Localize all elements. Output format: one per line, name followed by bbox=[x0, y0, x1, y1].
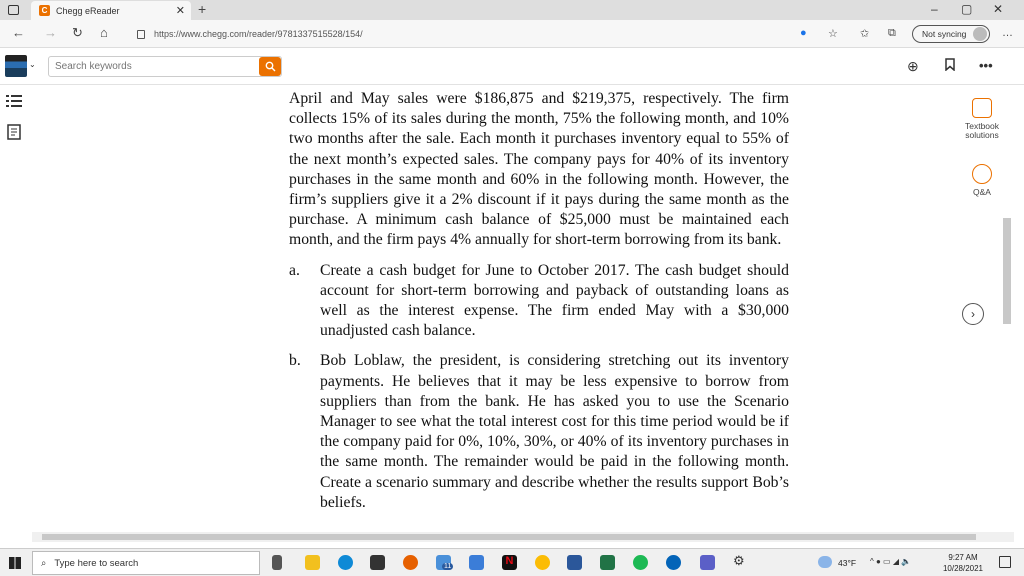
solutions-icon bbox=[972, 98, 992, 118]
window-menu-icon[interactable] bbox=[8, 5, 19, 15]
settings-icon[interactable]: ⚙ bbox=[733, 553, 745, 568]
item-text: Create a cash budget for June to October 2017. The cash budget should account for short-term borrowing and payback of outstanding loans as well as the interest expense. The firm ended May with a $30,000 unadjusted cash balance. bbox=[320, 261, 789, 340]
notification-icon[interactable] bbox=[999, 556, 1011, 568]
more-icon[interactable]: … bbox=[1002, 27, 1013, 39]
item-label: a. bbox=[289, 261, 300, 279]
search-input[interactable] bbox=[48, 56, 282, 77]
textbook-solutions-label: Textbook solutions bbox=[964, 121, 1000, 140]
url-text: https://www.chegg.com/reader/9781337515528/154/ bbox=[154, 29, 363, 39]
list-item bbox=[289, 351, 789, 513]
reader-toolbar bbox=[0, 48, 1024, 85]
word-icon[interactable] bbox=[567, 555, 582, 570]
extension-icon[interactable]: ● bbox=[800, 27, 807, 39]
vertical-scrollbar[interactable] bbox=[1003, 218, 1011, 324]
firefox-icon[interactable] bbox=[403, 555, 418, 570]
collections-icon[interactable]: ⧉ bbox=[888, 27, 896, 39]
clock[interactable] bbox=[940, 552, 986, 574]
netflix-icon[interactable]: N bbox=[502, 555, 517, 570]
item-text: Bob Loblaw, the president, is considering stretching out its inventory payments. He believes that it may be less expensive to borrow from suppliers than from the bank. He has asked you to use the Scenario Manager to see what the total interest cost for this time period would be if the company paid for 0%, 10%, 30%, or 40% of its inventory purchases in the same month. The remainder would be paid in the following month. Create a scenario summary and describe whether the results support Bob’s beliefs. bbox=[320, 352, 789, 511]
minimize-icon[interactable]: – bbox=[931, 2, 938, 16]
reader-page bbox=[289, 89, 789, 523]
problem-paragraph: April and May sales were $186,875 and $219,375, respectively. The firm collects 15% of its sales during the month, 75% the following month, and 10% two months after the sale. Each month it purchases inventory equal to 55% of the next month’s expected sales. The company pays for 40% of its inventory purchases in the same month and 60% in the following month. However, the firm’s suppliers give it a 2% discount if it pays during the same month as the purchase. A minimum cash balance of $25,000 must be maintained each month, and the firm pays 4% annually for short-term borrowing from its bank. bbox=[289, 90, 789, 249]
windows-start-icon[interactable] bbox=[9, 557, 21, 569]
refresh-icon[interactable]: ↻ bbox=[72, 25, 83, 40]
chegg-favicon-icon: C bbox=[39, 5, 50, 16]
more-options-icon[interactable]: ••• bbox=[979, 58, 993, 73]
excel-icon[interactable] bbox=[600, 555, 615, 570]
close-tab-icon[interactable]: ✕ bbox=[175, 5, 185, 17]
publisher-icon[interactable] bbox=[469, 555, 484, 570]
qa-button[interactable] bbox=[950, 164, 1014, 197]
teams-icon[interactable] bbox=[700, 555, 715, 570]
tab-bar bbox=[0, 0, 1024, 20]
home-icon[interactable]: ⌂ bbox=[100, 25, 108, 40]
profile-sync-button[interactable] bbox=[912, 25, 990, 43]
system-tray-icons[interactable]: ^ ● ▭ ◢ 🔈 bbox=[870, 557, 912, 566]
url-field[interactable] bbox=[131, 24, 781, 44]
weather-icon bbox=[818, 556, 832, 568]
onedrive-icon[interactable] bbox=[666, 555, 681, 570]
next-page-button[interactable]: › bbox=[962, 303, 984, 325]
clock-time: 9:27 AM bbox=[948, 553, 978, 562]
address-bar bbox=[0, 20, 1024, 48]
search-icon bbox=[265, 61, 276, 72]
store-icon[interactable] bbox=[370, 555, 385, 570]
notebook-icon[interactable] bbox=[6, 124, 22, 140]
favorites-icon[interactable]: ✩ bbox=[860, 28, 870, 40]
search-icon: ⌕ bbox=[41, 557, 47, 569]
chrome-icon[interactable] bbox=[535, 555, 550, 570]
file-explorer-icon[interactable] bbox=[305, 555, 320, 570]
close-window-icon[interactable]: ✕ bbox=[993, 2, 1004, 16]
restore-icon[interactable]: ▢ bbox=[961, 2, 973, 16]
horizontal-scroll-thumb[interactable] bbox=[42, 534, 976, 540]
textbook-solutions-button[interactable] bbox=[950, 98, 1014, 140]
taskbar-search-input[interactable] bbox=[32, 551, 260, 575]
sync-label: Not syncing bbox=[922, 29, 967, 39]
book-cover-thumbnail[interactable] bbox=[5, 55, 27, 77]
edge-icon[interactable] bbox=[338, 555, 353, 570]
forward-icon[interactable]: → bbox=[44, 25, 57, 40]
tab-chegg-ereader[interactable] bbox=[31, 1, 191, 20]
new-tab-icon[interactable]: + bbox=[198, 1, 207, 17]
bookmark-icon[interactable] bbox=[945, 58, 955, 74]
tab-title: Chegg eReader bbox=[56, 5, 120, 16]
spotify-icon[interactable] bbox=[633, 555, 648, 570]
clock-date: 10/28/2021 bbox=[942, 564, 984, 573]
list-item bbox=[289, 261, 789, 342]
zoom-icon[interactable]: ⊕ bbox=[907, 58, 919, 74]
weather-temp[interactable]: 43°F bbox=[838, 558, 857, 568]
item-label: b. bbox=[289, 352, 301, 370]
favorites-add-icon[interactable]: ☆ bbox=[828, 28, 838, 40]
table-of-contents-icon[interactable] bbox=[6, 94, 22, 110]
back-icon[interactable]: ← bbox=[12, 25, 25, 40]
task-view-icon[interactable] bbox=[272, 555, 282, 570]
lock-icon bbox=[137, 30, 145, 39]
mail-icon[interactable] bbox=[436, 555, 451, 570]
chat-icon bbox=[972, 164, 992, 184]
mail-badge: 11 bbox=[444, 563, 452, 570]
search-button[interactable] bbox=[259, 57, 281, 76]
avatar bbox=[973, 27, 987, 41]
horizontal-scrollbar[interactable] bbox=[32, 532, 1014, 542]
taskbar-search-placeholder: Type here to search bbox=[54, 557, 139, 569]
chevron-down-icon[interactable]: ⌄ bbox=[29, 60, 36, 69]
taskbar bbox=[0, 548, 1024, 576]
qa-label: Q&A bbox=[973, 187, 991, 197]
